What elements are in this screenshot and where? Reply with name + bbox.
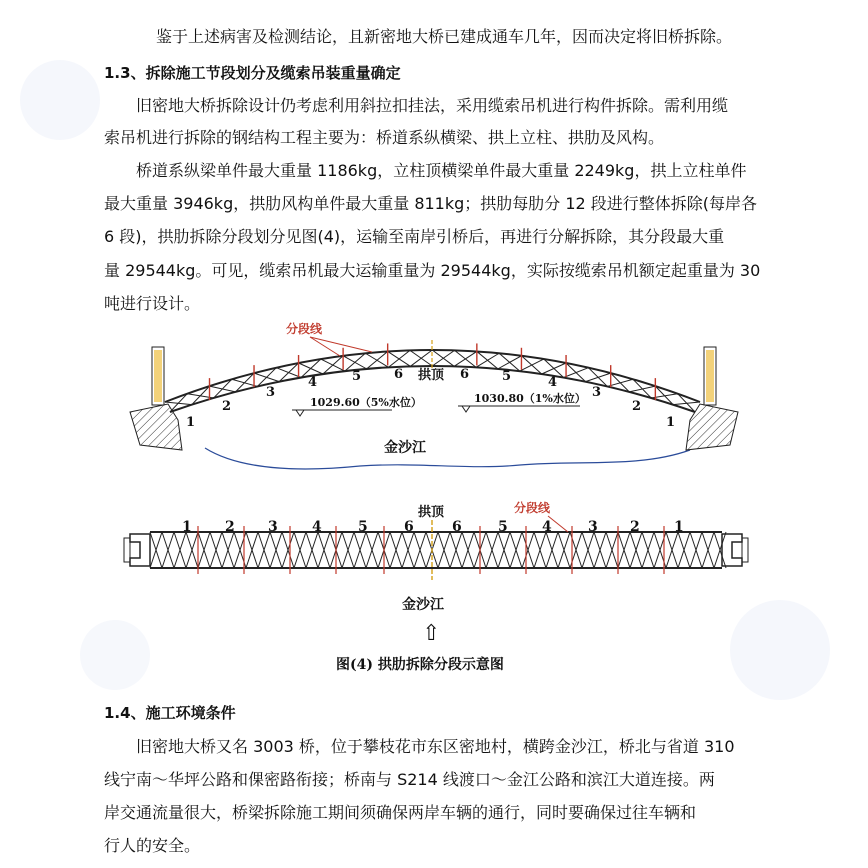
segment-number: 4 xyxy=(548,375,558,390)
split-line-label: 分段线 xyxy=(286,322,323,336)
segment-number: 2 xyxy=(630,519,640,535)
riverbank-outline xyxy=(205,448,690,469)
section-1-4-heading: 1.4、施工环境条件 xyxy=(104,704,236,722)
water-level-marker xyxy=(296,410,304,416)
arch-rib-segmentation-figure xyxy=(0,315,868,685)
section-1-3-line: 旧密地大桥拆除设计仍考虑利用斜拉扣挂法，采用缆索吊机进行构件拆除。需利用缆 xyxy=(136,96,729,115)
section-1-3-heading: 1.3、拆除施工节段划分及缆索吊装重量确定 xyxy=(104,64,401,82)
river-label-plan: 金沙江 xyxy=(402,597,444,613)
segment-number: 6 xyxy=(404,519,414,535)
section-1-4-line: 旧密地大桥又名 3003 桥，位于攀枝花市东区密地村，横跨金沙江，桥北与省道 310 xyxy=(136,737,735,756)
section-1-4-line: 线宁南～华坪公路和倮密路衔接；桥南与 S214 线渡口～金江公路和滨江大道连接。两 xyxy=(104,770,715,789)
segment-number: 5 xyxy=(352,369,362,384)
water-level-5pct: 1029.60（5%水位） xyxy=(310,396,422,409)
section-1-4-line: 岸交通流量很大，桥梁拆除施工期间须确保两岸车辆的通行，同时要确保过往车辆和 xyxy=(104,803,697,822)
segment-number: 5 xyxy=(498,519,508,535)
section-1-4-line: 行人的安全。 xyxy=(104,836,201,855)
segment-number: 2 xyxy=(225,519,235,535)
segment-number: 1 xyxy=(182,519,192,535)
right-end-fitting xyxy=(722,534,742,566)
intro-paragraph: 鉴于上述病害及检测结论，且新密地大桥已建成通车几年，因而决定将旧桥拆除。 xyxy=(156,27,733,46)
figure-caption: 图(4) 拱肋拆除分段示意图 xyxy=(336,657,504,673)
segment-number: 2 xyxy=(632,399,642,414)
river-label-elevation: 金沙江 xyxy=(384,440,426,456)
segment-number: 6 xyxy=(460,367,470,382)
up-arrow-icon: ⇧ xyxy=(422,621,441,646)
segment-number: 2 xyxy=(222,399,232,414)
segment-number: 1 xyxy=(666,415,676,430)
segment-number: 3 xyxy=(266,385,276,400)
segment-number: 4 xyxy=(542,519,552,535)
section-1-3-line: 6 段)，拱肋拆除分段划分见图(4)，运输至南岸引桥后，再进行分解拆除，其分段最大重 xyxy=(104,227,725,246)
section-1-3-line: 索吊机进行拆除的钢结构工程主要为：桥道系纵横梁、拱上立柱、拱肋及风构。 xyxy=(104,128,665,147)
segment-number: 1 xyxy=(186,415,196,430)
segment-number: 5 xyxy=(358,519,368,535)
segment-number: 6 xyxy=(394,367,404,382)
segment-number: 4 xyxy=(308,375,318,390)
split-line-label-plan: 分段线 xyxy=(514,501,551,515)
water-level-marker xyxy=(462,406,470,412)
segment-number: 6 xyxy=(452,519,462,535)
crown-label-elevation: 拱顶 xyxy=(418,368,445,383)
left-end-fitting xyxy=(130,534,150,566)
segment-number: 3 xyxy=(268,519,278,535)
segment-number: 4 xyxy=(312,519,322,535)
section-1-3-line: 最大重量 3946kg，拱肋风构单件最大重量 811kg；拱肋每肋分 12 段进行整体拆除(每岸各 xyxy=(104,194,758,213)
segment-number: 3 xyxy=(592,385,602,400)
split-line-leader xyxy=(310,337,340,356)
water-level-1pct: 1030.80（1%水位） xyxy=(474,392,586,405)
segment-number: 1 xyxy=(674,519,684,535)
crown-label-plan: 拱顶 xyxy=(418,505,445,520)
section-1-3-line: 桥道系纵梁单件最大重量 1186kg，立柱顶横梁单件最大重量 2249kg，拱上立柱单件 xyxy=(136,161,747,180)
watermark xyxy=(4,44,115,155)
segment-number: 3 xyxy=(588,519,598,535)
section-1-3-line: 量 29544kg。可见，缆索吊机最大运输重量为 29544kg，实际按缆索吊机额定起重量为 30 xyxy=(104,261,761,280)
section-1-3-line: 吨进行设计。 xyxy=(104,294,201,313)
segment-number: 5 xyxy=(502,369,512,384)
plan-view-rib xyxy=(124,532,748,568)
